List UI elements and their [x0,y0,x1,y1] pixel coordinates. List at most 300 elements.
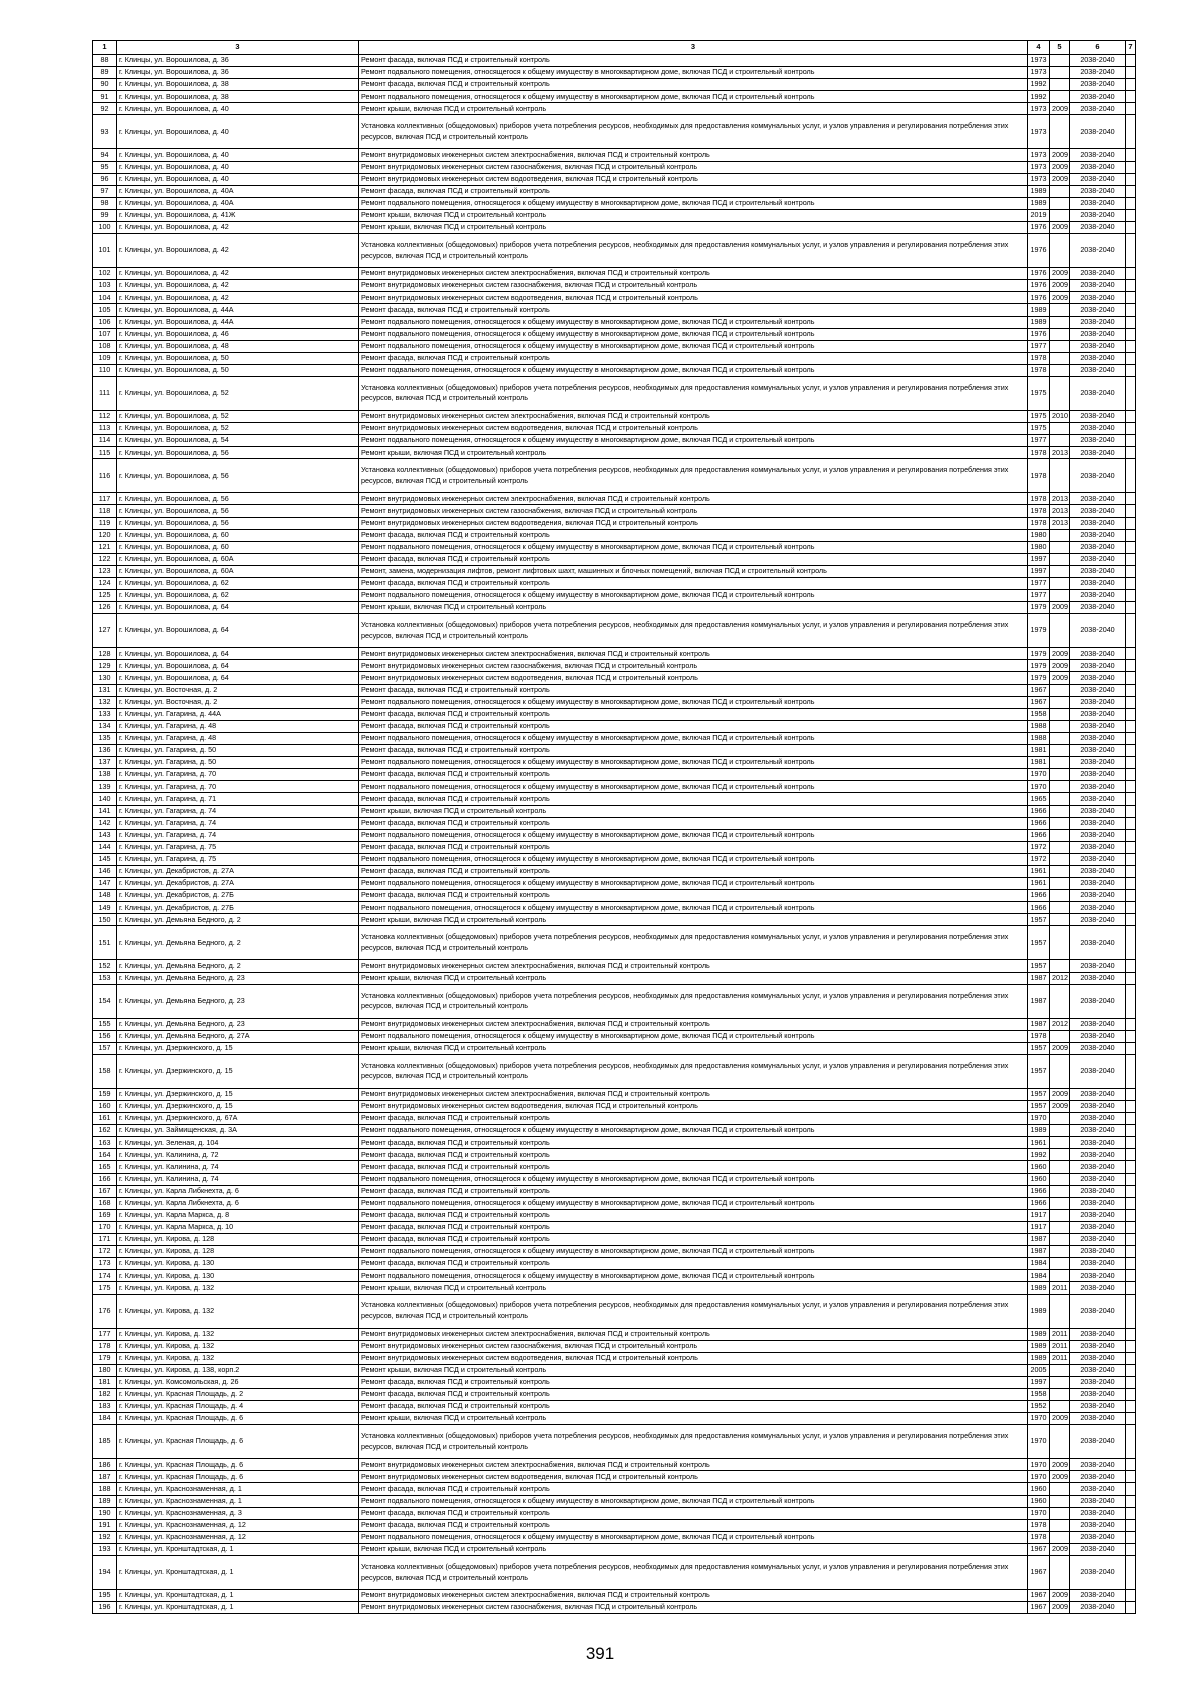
table-row [93,173,1136,185]
last-repair-year-cell: 2009 [1050,1459,1070,1471]
work-type-cell: Ремонт внутридомовых инженерных систем электроснабжения, включая ПСД и строительный контроль [359,1018,1028,1030]
last-repair-year-cell [1050,1209,1070,1221]
build-year-cell: 1966 [1028,817,1050,829]
build-year-cell: 1978 [1028,505,1050,517]
row-number: 97 [93,185,117,197]
build-year-cell: 1992 [1028,79,1050,91]
last-repair-year-cell: 2009 [1050,1602,1070,1614]
address-cell: г. Клинцы, ул. Кирова, д. 132 [117,1328,359,1340]
planned-period-cell: 2038-2040 [1070,268,1126,280]
last-repair-year-cell: 2009 [1050,268,1070,280]
last-repair-year-cell [1050,1197,1070,1209]
row-number: 94 [93,149,117,161]
empty-cell [1126,1173,1136,1185]
empty-cell [1126,1088,1136,1100]
table-row [93,1376,1136,1388]
work-type-cell: Ремонт фасада, включая ПСД и строительный контроль [359,304,1028,316]
row-number: 164 [93,1149,117,1161]
row-number: 106 [93,316,117,328]
table-row [93,459,1136,493]
row-number: 176 [93,1294,117,1328]
build-year-cell: 1988 [1028,732,1050,744]
table-row [93,865,1136,877]
build-year-cell: 1979 [1028,660,1050,672]
row-number: 181 [93,1376,117,1388]
table-row [93,1030,1136,1042]
build-year-cell: 1961 [1028,865,1050,877]
address-cell: г. Клинцы, ул. Кронштадтская, д. 1 [117,1602,359,1614]
last-repair-year-cell [1050,1185,1070,1197]
last-repair-year-cell: 2012 [1050,1018,1070,1030]
address-cell: г. Клинцы, ул. Гагарина, д. 75 [117,841,359,853]
work-type-cell: Ремонт фасада, включая ПСД и строительный контроль [359,708,1028,720]
row-number: 132 [93,696,117,708]
last-repair-year-cell [1050,328,1070,340]
build-year-cell: 1967 [1028,1556,1050,1590]
empty-cell [1126,1149,1136,1161]
work-type-cell: Ремонт подвального помещения, относящегося к общему имуществу в многоквартирном доме, включая ПСД и строительный контроль [359,1197,1028,1209]
last-repair-year-cell: 2009 [1050,292,1070,304]
table-row [93,757,1136,769]
row-number: 146 [93,865,117,877]
work-type-cell: Ремонт фасада, включая ПСД и строительный контроль [359,1519,1028,1531]
build-year-cell: 1987 [1028,984,1050,1018]
build-year-cell: 1970 [1028,1425,1050,1459]
build-year-cell: 1989 [1028,1294,1050,1328]
empty-cell [1126,1246,1136,1258]
address-cell: г. Клинцы, ул. Красная Площадь, д. 6 [117,1471,359,1483]
last-repair-year-cell [1050,590,1070,602]
empty-cell [1126,1294,1136,1328]
last-repair-year-cell [1050,745,1070,757]
planned-period-cell: 2038-2040 [1070,1173,1126,1185]
work-type-cell: Ремонт фасада, включая ПСД и строительный контроль [359,1507,1028,1519]
row-number: 111 [93,376,117,410]
table-row [93,960,1136,972]
table-row [93,1088,1136,1100]
build-year-cell: 1972 [1028,853,1050,865]
planned-period-cell: 2038-2040 [1070,103,1126,115]
work-type-cell: Ремонт внутридомовых инженерных систем электроснабжения, включая ПСД и строительный контроль [359,410,1028,422]
address-cell: г. Клинцы, ул. Кирова, д. 130 [117,1258,359,1270]
build-year-cell: 1978 [1028,352,1050,364]
work-type-cell: Ремонт внутридомовых инженерных систем газоснабжения, включая ПСД и строительный контроль [359,161,1028,173]
empty-cell [1126,234,1136,268]
table-row [93,1221,1136,1233]
row-number: 113 [93,423,117,435]
column-header: 3 [359,41,1028,55]
work-type-cell: Ремонт внутридомовых инженерных систем водоотведения, включая ПСД и строительный контроль [359,1101,1028,1113]
table-header-row [93,41,1136,55]
planned-period-cell: 2038-2040 [1070,529,1126,541]
row-number: 152 [93,960,117,972]
row-number: 161 [93,1113,117,1125]
row-number: 186 [93,1459,117,1471]
build-year-cell: 1989 [1028,1328,1050,1340]
empty-cell [1126,1531,1136,1543]
build-year-cell: 1979 [1028,614,1050,648]
work-type-cell: Ремонт подвального помещения, относящегося к общему имуществу в многоквартирном доме, включая ПСД и строительный контроль [359,316,1028,328]
last-repair-year-cell: 2009 [1050,103,1070,115]
last-repair-year-cell [1050,1246,1070,1258]
table-row [93,1161,1136,1173]
row-number: 109 [93,352,117,364]
row-number: 147 [93,878,117,890]
build-year-cell: 1957 [1028,914,1050,926]
empty-cell [1126,660,1136,672]
last-repair-year-cell [1050,1030,1070,1042]
column-header: 5 [1050,41,1070,55]
address-cell: г. Клинцы, ул. Краснознаменная, д. 12 [117,1531,359,1543]
empty-cell [1126,1401,1136,1413]
work-type-cell: Ремонт фасада, включая ПСД и строительный контроль [359,1376,1028,1388]
table-row [93,926,1136,960]
work-type-cell: Ремонт внутридомовых инженерных систем водоотведения, включая ПСД и строительный контроль [359,517,1028,529]
table-row [93,493,1136,505]
table-row [93,590,1136,602]
planned-period-cell: 2038-2040 [1070,1328,1126,1340]
work-type-cell: Ремонт внутридомовых инженерных систем электроснабжения, включая ПСД и строительный контроль [359,1328,1028,1340]
empty-cell [1126,602,1136,614]
table-row [93,902,1136,914]
build-year-cell: 1957 [1028,1101,1050,1113]
work-type-cell: Установка коллективных (общедомовых) приборов учета потребления ресурсов, необходимых для предоставления коммунальных услуг, и узлов управления и регулирования потребления этих ресурсов, включая ПСД и строительный контроль [359,1556,1028,1590]
empty-cell [1126,708,1136,720]
work-type-cell: Ремонт фасада, включая ПСД и строительный контроль [359,185,1028,197]
build-year-cell: 1958 [1028,1388,1050,1400]
last-repair-year-cell [1050,1270,1070,1282]
last-repair-year-cell [1050,565,1070,577]
planned-period-cell: 2038-2040 [1070,423,1126,435]
planned-period-cell: 2038-2040 [1070,209,1126,221]
address-cell: г. Клинцы, ул. Ворошилова, д. 42 [117,222,359,234]
build-year-cell: 1975 [1028,376,1050,410]
work-type-cell: Ремонт фасада, включая ПСД и строительный контроль [359,1388,1028,1400]
build-year-cell: 1978 [1028,1030,1050,1042]
table-row [93,660,1136,672]
work-type-cell: Ремонт подвального помещения, относящегося к общему имуществу в многоквартирном доме, включая ПСД и строительный контроль [359,1531,1028,1543]
row-number: 149 [93,902,117,914]
build-year-cell: 1970 [1028,1413,1050,1425]
row-number: 153 [93,972,117,984]
address-cell: г. Клинцы, ул. Займищенская, д. 3А [117,1125,359,1137]
last-repair-year-cell [1050,1258,1070,1270]
table-row [93,185,1136,197]
planned-period-cell: 2038-2040 [1070,1282,1126,1294]
table-row [93,410,1136,422]
work-type-cell: Ремонт фасада, включая ПСД и строительный контроль [359,1137,1028,1149]
work-type-cell: Ремонт фасада, включая ПСД и строительный контроль [359,1209,1028,1221]
empty-cell [1126,696,1136,708]
build-year-cell: 1978 [1028,459,1050,493]
last-repair-year-cell: 2009 [1050,648,1070,660]
last-repair-year-cell [1050,1221,1070,1233]
work-type-cell: Ремонт крыши, включая ПСД и строительный контроль [359,447,1028,459]
address-cell: г. Клинцы, ул. Гагарина, д. 50 [117,757,359,769]
address-cell: г. Клинцы, ул. Кирова, д. 128 [117,1246,359,1258]
empty-cell [1126,1258,1136,1270]
planned-period-cell: 2038-2040 [1070,614,1126,648]
last-repair-year-cell [1050,553,1070,565]
row-number: 163 [93,1137,117,1149]
build-year-cell: 1989 [1028,1125,1050,1137]
address-cell: г. Клинцы, ул. Гагарина, д. 74 [117,829,359,841]
address-cell: г. Клинцы, ул. Краснознаменная, д. 3 [117,1507,359,1519]
row-number: 135 [93,732,117,744]
build-year-cell: 1972 [1028,841,1050,853]
empty-cell [1126,1352,1136,1364]
build-year-cell: 1980 [1028,541,1050,553]
planned-period-cell: 2038-2040 [1070,1519,1126,1531]
build-year-cell: 1976 [1028,234,1050,268]
address-cell: г. Клинцы, ул. Ворошилова, д. 52 [117,423,359,435]
build-year-cell: 1997 [1028,1376,1050,1388]
column-header: 1 [93,41,117,55]
last-repair-year-cell [1050,364,1070,376]
empty-cell [1126,914,1136,926]
planned-period-cell: 2038-2040 [1070,853,1126,865]
table-row [93,1054,1136,1088]
work-type-cell: Ремонт крыши, включая ПСД и строительный контроль [359,1042,1028,1054]
planned-period-cell: 2038-2040 [1070,1364,1126,1376]
table-row [93,793,1136,805]
table-row [93,1328,1136,1340]
planned-period-cell: 2038-2040 [1070,79,1126,91]
address-cell: г. Клинцы, ул. Ворошилова, д. 44А [117,304,359,316]
last-repair-year-cell [1050,926,1070,960]
work-type-cell: Ремонт внутридомовых инженерных систем электроснабжения, включая ПСД и строительный контроль [359,268,1028,280]
empty-cell [1126,1185,1136,1197]
last-repair-year-cell [1050,340,1070,352]
register-sheet [92,40,1135,1614]
work-type-cell: Ремонт подвального помещения, относящегося к общему имуществу в многоквартирном доме, включая ПСД и строительный контроль [359,1173,1028,1185]
row-number: 189 [93,1495,117,1507]
last-repair-year-cell: 2009 [1050,280,1070,292]
planned-period-cell: 2038-2040 [1070,222,1126,234]
last-repair-year-cell: 2009 [1050,161,1070,173]
planned-period-cell: 2038-2040 [1070,1543,1126,1555]
last-repair-year-cell [1050,1425,1070,1459]
empty-cell [1126,376,1136,410]
last-repair-year-cell [1050,79,1070,91]
row-number: 174 [93,1270,117,1282]
row-number: 133 [93,708,117,720]
build-year-cell: 1960 [1028,1495,1050,1507]
table-row [93,505,1136,517]
empty-cell [1126,1030,1136,1042]
empty-cell [1126,757,1136,769]
address-cell: г. Клинцы, ул. Ворошилова, д. 40 [117,161,359,173]
planned-period-cell: 2038-2040 [1070,602,1126,614]
column-header: 6 [1070,41,1126,55]
address-cell: г. Клинцы, ул. Ворошилова, д. 60 [117,541,359,553]
empty-cell [1126,1483,1136,1495]
last-repair-year-cell [1050,1495,1070,1507]
last-repair-year-cell: 2013 [1050,517,1070,529]
last-repair-year-cell [1050,732,1070,744]
table-row [93,1101,1136,1113]
address-cell: г. Клинцы, ул. Ворошилова, д. 41Ж [117,209,359,221]
build-year-cell: 1957 [1028,1054,1050,1088]
build-year-cell: 1979 [1028,648,1050,660]
empty-cell [1126,316,1136,328]
row-number: 136 [93,745,117,757]
row-number: 145 [93,853,117,865]
empty-cell [1126,590,1136,602]
empty-cell [1126,517,1136,529]
address-cell: г. Клинцы, ул. Гагарина, д. 48 [117,732,359,744]
table-row [93,529,1136,541]
work-type-cell: Ремонт крыши, включая ПСД и строительный контроль [359,914,1028,926]
table-row [93,972,1136,984]
table-row [93,684,1136,696]
work-type-cell: Ремонт внутридомовых инженерных систем водоотведения, включая ПСД и строительный контроль [359,1471,1028,1483]
empty-cell [1126,745,1136,757]
empty-cell [1126,1161,1136,1173]
empty-cell [1126,493,1136,505]
row-number: 104 [93,292,117,304]
last-repair-year-cell: 2009 [1050,1088,1070,1100]
last-repair-year-cell [1050,769,1070,781]
empty-cell [1126,1054,1136,1088]
planned-period-cell: 2038-2040 [1070,660,1126,672]
table-row [93,1388,1136,1400]
row-number: 88 [93,55,117,67]
last-repair-year-cell [1050,878,1070,890]
work-type-cell: Ремонт фасада, включая ПСД и строительный контроль [359,529,1028,541]
table-row [93,304,1136,316]
build-year-cell: 1957 [1028,1042,1050,1054]
work-type-cell: Ремонт крыши, включая ПСД и строительный контроль [359,209,1028,221]
planned-period-cell: 2038-2040 [1070,1471,1126,1483]
planned-period-cell: 2038-2040 [1070,565,1126,577]
empty-cell [1126,292,1136,304]
empty-cell [1126,55,1136,67]
build-year-cell: 1960 [1028,1161,1050,1173]
table-row [93,1042,1136,1054]
build-year-cell: 1977 [1028,578,1050,590]
planned-period-cell: 2038-2040 [1070,1556,1126,1590]
address-cell: г. Клинцы, ул. Ворошилова, д. 56 [117,517,359,529]
last-repair-year-cell [1050,185,1070,197]
planned-period-cell: 2038-2040 [1070,185,1126,197]
planned-period-cell: 2038-2040 [1070,781,1126,793]
column-header: 7 [1126,41,1136,55]
row-number: 98 [93,197,117,209]
address-cell: г. Клинцы, ул. Карла Маркса, д. 8 [117,1209,359,1221]
work-type-cell: Ремонт подвального помещения, относящегося к общему имуществу в многоквартирном доме, включая ПСД и строительный контроль [359,197,1028,209]
row-number: 139 [93,781,117,793]
table-row [93,1018,1136,1030]
work-type-cell: Ремонт внутридомовых инженерных систем газоснабжения, включая ПСД и строительный контроль [359,1340,1028,1352]
table-row [93,292,1136,304]
planned-period-cell: 2038-2040 [1070,376,1126,410]
build-year-cell: 1978 [1028,364,1050,376]
build-year-cell: 1958 [1028,708,1050,720]
address-cell: г. Клинцы, ул. Ворошилова, д. 64 [117,648,359,660]
address-cell: г. Клинцы, ул. Ворошилова, д. 38 [117,91,359,103]
table-row [93,578,1136,590]
work-type-cell: Ремонт фасада, включая ПСД и строительный контроль [359,890,1028,902]
table-row [93,553,1136,565]
work-type-cell: Установка коллективных (общедомовых) приборов учета потребления ресурсов, необходимых для предоставления коммунальных услуг, и узлов управления и регулирования потребления этих ресурсов, включая ПСД и строительный контроль [359,234,1028,268]
table-row [93,817,1136,829]
empty-cell [1126,1209,1136,1221]
table-row [93,1519,1136,1531]
address-cell: г. Клинцы, ул. Декабристов, д. 27Б [117,890,359,902]
empty-cell [1126,197,1136,209]
table-body [93,41,1136,1614]
row-number: 148 [93,890,117,902]
planned-period-cell: 2038-2040 [1070,493,1126,505]
address-cell: г. Клинцы, ул. Ворошилова, д. 38 [117,79,359,91]
empty-cell [1126,328,1136,340]
row-number: 191 [93,1519,117,1531]
row-number: 188 [93,1483,117,1495]
planned-period-cell: 2038-2040 [1070,1246,1126,1258]
row-number: 196 [93,1602,117,1614]
last-repair-year-cell [1050,435,1070,447]
empty-cell [1126,853,1136,865]
planned-period-cell: 2038-2040 [1070,1113,1126,1125]
address-cell: г. Клинцы, ул. Дзержинского, д. 15 [117,1101,359,1113]
address-cell: г. Клинцы, ул. Калинина, д. 74 [117,1173,359,1185]
address-cell: г. Клинцы, ул. Демьяна Бедного, д. 23 [117,972,359,984]
planned-period-cell: 2038-2040 [1070,1459,1126,1471]
row-number: 129 [93,660,117,672]
row-number: 165 [93,1161,117,1173]
work-type-cell: Ремонт подвального помещения, относящегося к общему имуществу в многоквартирном доме, включая ПСД и строительный контроль [359,91,1028,103]
work-type-cell: Установка коллективных (общедомовых) приборов учета потребления ресурсов, необходимых для предоставления коммунальных услуг, и узлов управления и регулирования потребления этих ресурсов, включая ПСД и строительный контроль [359,1294,1028,1328]
build-year-cell: 1957 [1028,926,1050,960]
table-row [93,1413,1136,1425]
planned-period-cell: 2038-2040 [1070,316,1126,328]
table-row [93,1401,1136,1413]
build-year-cell: 1989 [1028,1352,1050,1364]
build-year-cell: 1989 [1028,1340,1050,1352]
work-type-cell: Установка коллективных (общедомовых) приборов учета потребления ресурсов, необходимых для предоставления коммунальных услуг, и узлов управления и регулирования потребления этих ресурсов, включая ПСД и строительный контроль [359,376,1028,410]
planned-period-cell: 2038-2040 [1070,1413,1126,1425]
table-row [93,423,1136,435]
empty-cell [1126,1495,1136,1507]
table-row [93,161,1136,173]
build-year-cell: 1973 [1028,55,1050,67]
table-row [93,197,1136,209]
planned-period-cell: 2038-2040 [1070,696,1126,708]
row-number: 141 [93,805,117,817]
last-repair-year-cell [1050,67,1070,79]
build-year-cell: 1979 [1028,602,1050,614]
address-cell: г. Клинцы, ул. Гагарина, д. 70 [117,769,359,781]
empty-cell [1126,67,1136,79]
address-cell: г. Клинцы, ул. Демьяна Бедного, д. 27А [117,1030,359,1042]
last-repair-year-cell [1050,1054,1070,1088]
address-cell: г. Клинцы, ул. Калинина, д. 72 [117,1149,359,1161]
address-cell: г. Клинцы, ул. Кирова, д. 138, корп.2 [117,1364,359,1376]
table-row [93,732,1136,744]
work-type-cell: Ремонт фасада, включая ПСД и строительный контроль [359,1185,1028,1197]
address-cell: г. Клинцы, ул. Ворошилова, д. 48 [117,340,359,352]
planned-period-cell: 2038-2040 [1070,304,1126,316]
planned-period-cell: 2038-2040 [1070,793,1126,805]
planned-period-cell: 2038-2040 [1070,1401,1126,1413]
empty-cell [1126,79,1136,91]
planned-period-cell: 2038-2040 [1070,553,1126,565]
address-cell: г. Клинцы, ул. Комсомольская, д. 26 [117,1376,359,1388]
last-repair-year-cell [1050,1401,1070,1413]
last-repair-year-cell: 2010 [1050,410,1070,422]
last-repair-year-cell [1050,1294,1070,1328]
